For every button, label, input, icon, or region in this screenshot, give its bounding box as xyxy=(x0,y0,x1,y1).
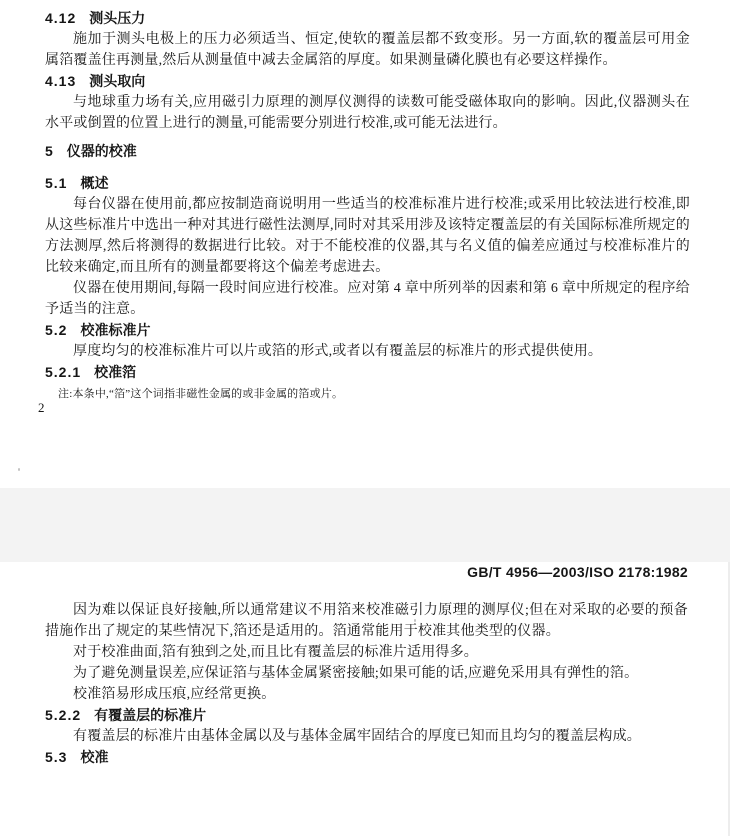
chapter-heading-5 xyxy=(45,141,690,162)
section-number: 5.2.1 xyxy=(45,364,82,380)
paragraph-calibration-standards: 厚度均匀的校准标准片可以片或箔的形式,或者以有覆盖层的标准片的形式提供使用。 xyxy=(73,344,603,359)
document-page-2 xyxy=(0,562,730,836)
section-title: 校准箔 xyxy=(94,364,137,380)
paragraph-coated-standard: 有覆盖层的标准片由基体金属以及与基体金属牢固结合的厚度已知而且均匀的覆盖层构成。 xyxy=(73,729,641,744)
note-foil-definition: 注:本条中,“箔”这个词指非磁性金属的或非金属的箔或片。 xyxy=(58,388,344,400)
section-heading-5-1 xyxy=(45,173,690,194)
section-heading-4-13 xyxy=(45,71,690,92)
section-heading-5-3 xyxy=(45,747,688,768)
chapter-title: 仪器的校准 xyxy=(66,143,137,159)
section-number: 5.3 xyxy=(45,749,68,765)
section-title: 校准 xyxy=(80,749,109,765)
page-number: 2 xyxy=(38,400,45,415)
section-number: 4.12 xyxy=(45,10,77,26)
running-header-standard-code: GB/T 4956—2003/ISO 2178:1982 xyxy=(467,564,688,580)
section-heading-5-2-2 xyxy=(45,705,688,726)
section-heading-5-2 xyxy=(45,320,690,341)
section-number: 5.1 xyxy=(45,175,68,191)
paragraph-foil-curved-surface: 对于校准曲面,箔有独到之处,而且比有覆盖层的标准片适用得多。 xyxy=(73,645,478,660)
chapter-number: 5 xyxy=(45,143,54,159)
page-separator xyxy=(0,488,730,494)
scan-speck xyxy=(414,619,416,622)
section-heading-5-2-1 xyxy=(45,362,690,383)
section-number: 5.2 xyxy=(45,322,68,338)
paragraph-probe-pressure: 施加于测头电极上的压力必须适当、恒定,使软的覆盖层都不致变形。另一方面,软的覆盖层可用金属箔覆盖住再测量,然后从测量值中减去金属箔的厚度。如果测量磷化膜也有必要这样操作。 xyxy=(45,32,690,68)
section-title: 概述 xyxy=(80,175,109,191)
section-title: 有覆盖层的标准片 xyxy=(94,707,207,723)
paragraph-calibration-overview-1: 每台仪器在使用前,都应按制造商说明用一些适当的校准标准片进行校准;或采用比较法进行校准,即从这些标准片中选出一种对其进行磁性法测厚,同时对其采用涉及该特定覆盖层的有关国际标准所规定的方法测厚,然后将测得的数据进行比较。对于不能校准的仪器,其与名义值的偏差应通过与校准标准片的比较来确定,而且所有的测量都要将这个偏差考虑进去。 xyxy=(45,197,690,275)
paragraph-foil-measurement-error: 为了避免测量误差,应保证箔与基体金属紧密接触;如果可能的话,应避免采用具有弹性的箔。 xyxy=(73,666,639,681)
section-title: 校准标准片 xyxy=(80,322,151,338)
paragraph-probe-orientation: 与地球重力场有关,应用磁引力原理的测厚仪测得的读数可能受磁体取向的影响。因此,仪器测头在水平或倒置的位置上进行的测量,可能需要分别进行校准,或可能无法进行。 xyxy=(45,95,690,131)
section-title: 测头取向 xyxy=(89,73,146,89)
section-title: 测头压力 xyxy=(89,10,146,26)
paragraph-foil-replacement: 校准箔易形成压痕,应经常更换。 xyxy=(73,687,276,702)
scan-speck xyxy=(18,468,20,471)
paragraph-foil-contact-1: 因为难以保证良好接触,所以通常建议不用箔来校准磁引力原理的测厚仪;但在对采取的必要的预备措施作出了规定的某些情况下,箔还是适用的。箔通常能用于校准其他类型的仪器。 xyxy=(45,603,688,639)
paragraph-calibration-overview-2: 仪器在使用期间,每隔一段时间应进行校准。应对第 4 章中所列举的因素和第 6 章中所规定的程序给予适当的注意。 xyxy=(45,281,690,317)
section-number: 4.13 xyxy=(45,73,77,89)
section-number: 5.2.2 xyxy=(45,707,82,723)
section-heading-4-12 xyxy=(45,8,690,29)
